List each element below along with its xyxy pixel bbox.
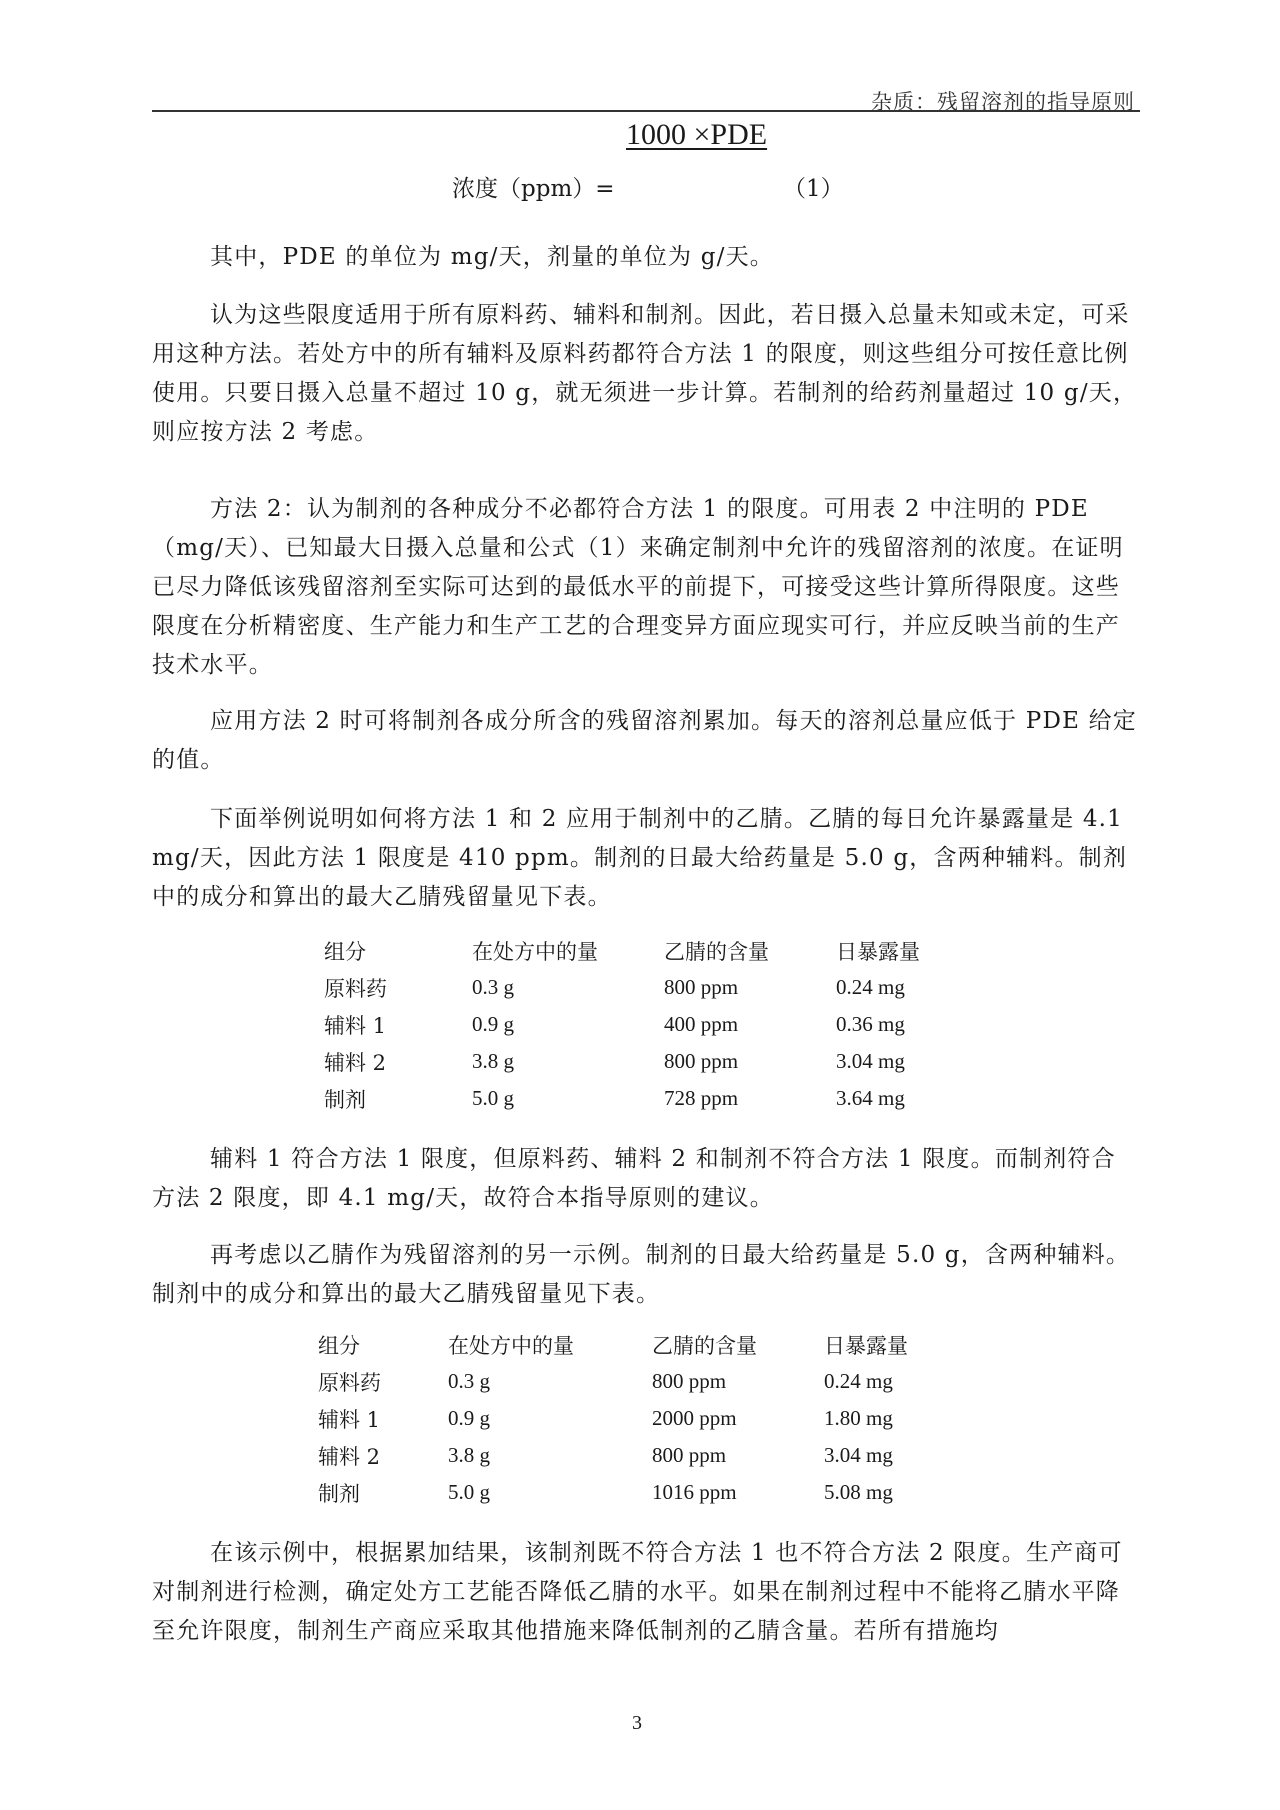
paragraph-method1-scope: 认为这些限度适用于所有原料药、辅料和制剂。因此，若日摄入总量未知或未定，可采用这种方法。若处方中的所有辅料及原料药都符合方法 1 的限度，则这些组分可按任意比例使用。只要日摄入总量不超过 10 g，就无须进一步计算。若制剂的给药剂量超过 10 g/天，则应按方法 2 考虑。	[152, 302, 1138, 445]
table-row	[324, 1043, 956, 1080]
paragraph-example2-conclusion: 在该示例中，根据累加结果，该制剂既不符合方法 1 也不符合方法 2 限度。生产商可对制剂进行检测，确定处方工艺能否降低乙腈的水平。如果在制剂过程中不能将乙腈水平降至允许限度，制剂生产商应采取其他措施来降低制剂的乙腈含量。若所有措施均	[152, 1540, 1123, 1644]
table-cell: 1.80 mg	[824, 1406, 893, 1430]
table-cell: 3.8 g	[472, 1049, 514, 1073]
table-cell: 5.08 mg	[824, 1480, 893, 1504]
column-header: 在处方中的量	[448, 1333, 574, 1358]
table-cell: 400 ppm	[664, 1012, 739, 1036]
table-cell: 辅料 2	[318, 1444, 381, 1469]
table-cell: 0.24 mg	[824, 1369, 893, 1393]
table-row	[318, 1400, 944, 1437]
paragraph-example1-conclusion: 辅料 1 符合方法 1 限度，但原料药、辅料 2 和制剂不符合方法 1 限度。而制剂符合方法 2 限度，即 4.1 mg/天，故符合本指导原则的建议。	[152, 1146, 1116, 1211]
table-cell: 800 ppm	[664, 975, 739, 999]
paragraph-example2: 再考虑以乙腈作为残留溶剂的另一示例。制剂的日最大给药量是 5.0 g，含两种辅料。制剂中的成分和算出的最大乙腈残留量见下表。	[152, 1242, 1131, 1307]
table-cell: 辅料 1	[324, 1013, 387, 1038]
table-cell: 2000 ppm	[652, 1406, 737, 1430]
table-cell: 800 ppm	[652, 1443, 727, 1467]
table-header-row	[324, 932, 956, 969]
example2-table	[318, 1326, 944, 1511]
paragraph-example1: 下面举例说明如何将方法 1 和 2 应用于制剂中的乙腈。乙腈的每日允许暴露量是 4.1 mg/天，因此方法 1 限度是 410 ppm。制剂的日最大给药量是 5.0 g，含两种辅料。制剂中的成分和算出的最大乙腈残留量见下表。	[152, 806, 1128, 910]
table-cell: 0.9 g	[472, 1012, 514, 1036]
paragraph-units: 其中，PDE 的单位为 mg/天，剂量的单位为 g/天。	[210, 244, 774, 270]
equation-number: （1）	[783, 176, 844, 202]
table-cell: 原料药	[318, 1370, 381, 1395]
table-cell: 0.36 mg	[836, 1012, 905, 1036]
table-cell: 800 ppm	[664, 1049, 739, 1073]
page-number: 3	[632, 1712, 642, 1734]
table-cell: 5.0 g	[448, 1480, 490, 1504]
formula-lhs: 浓度（ppm）=	[452, 176, 615, 202]
table-cell: 制剂	[318, 1481, 360, 1506]
table-cell: 800 ppm	[652, 1369, 727, 1393]
table-row	[318, 1474, 944, 1511]
table-cell: 0.3 g	[448, 1369, 490, 1393]
table-row	[324, 1080, 956, 1117]
table-row	[318, 1363, 944, 1400]
table-cell: 3.8 g	[448, 1443, 490, 1467]
table-cell: 0.3 g	[472, 975, 514, 999]
table-cell: 制剂	[324, 1087, 366, 1112]
table-cell: 3.04 mg	[836, 1049, 905, 1073]
table-cell: 3.64 mg	[836, 1086, 905, 1110]
column-header: 日暴露量	[836, 939, 920, 964]
column-header: 日暴露量	[824, 1333, 908, 1358]
column-header: 在处方中的量	[472, 939, 598, 964]
column-header: 组分	[324, 939, 366, 964]
table-row	[324, 1006, 956, 1043]
table-cell: 1016 ppm	[652, 1480, 737, 1504]
column-header: 乙腈的含量	[652, 1333, 757, 1358]
column-header: 组分	[318, 1333, 360, 1358]
paragraph-summation: 应用方法 2 时可将制剂各成分所含的残留溶剂累加。每天的溶剂总量应低于 PDE 给定的值。	[152, 708, 1137, 773]
table-cell: 辅料 2	[324, 1050, 387, 1075]
table-cell: 5.0 g	[472, 1086, 514, 1110]
formula-numerator: 1000 ×PDE	[626, 118, 768, 151]
table-cell: 728 ppm	[664, 1086, 739, 1110]
table-cell: 3.04 mg	[824, 1443, 893, 1467]
paragraph-method2: 方法 2：认为制剂的各种成分不必都符合方法 1 的限度。可用表 2 中注明的 PDE（mg/天）、已知最大日摄入总量和公式（1）来确定制剂中允许的残留溶剂的浓度。在证明已尽力降低该残留溶剂至实际可达到的最低水平的前提下，可接受这些计算所得限度。这些限度在分析精密度、生产能力和生产工艺的合理变异方面应现实可行，并应反映当前的生产技术水平。	[152, 496, 1124, 678]
table-row	[318, 1437, 944, 1474]
column-header: 乙腈的含量	[664, 939, 769, 964]
table-cell: 0.9 g	[448, 1406, 490, 1430]
table-header-row	[318, 1326, 944, 1363]
header-divider	[152, 110, 1140, 112]
example1-table	[324, 932, 956, 1117]
table-cell: 0.24 mg	[836, 975, 905, 999]
running-header: 杂质：残留溶剂的指导原则	[871, 90, 1135, 114]
table-row	[324, 969, 956, 1006]
table-cell: 辅料 1	[318, 1407, 381, 1432]
table-cell: 原料药	[324, 976, 387, 1001]
